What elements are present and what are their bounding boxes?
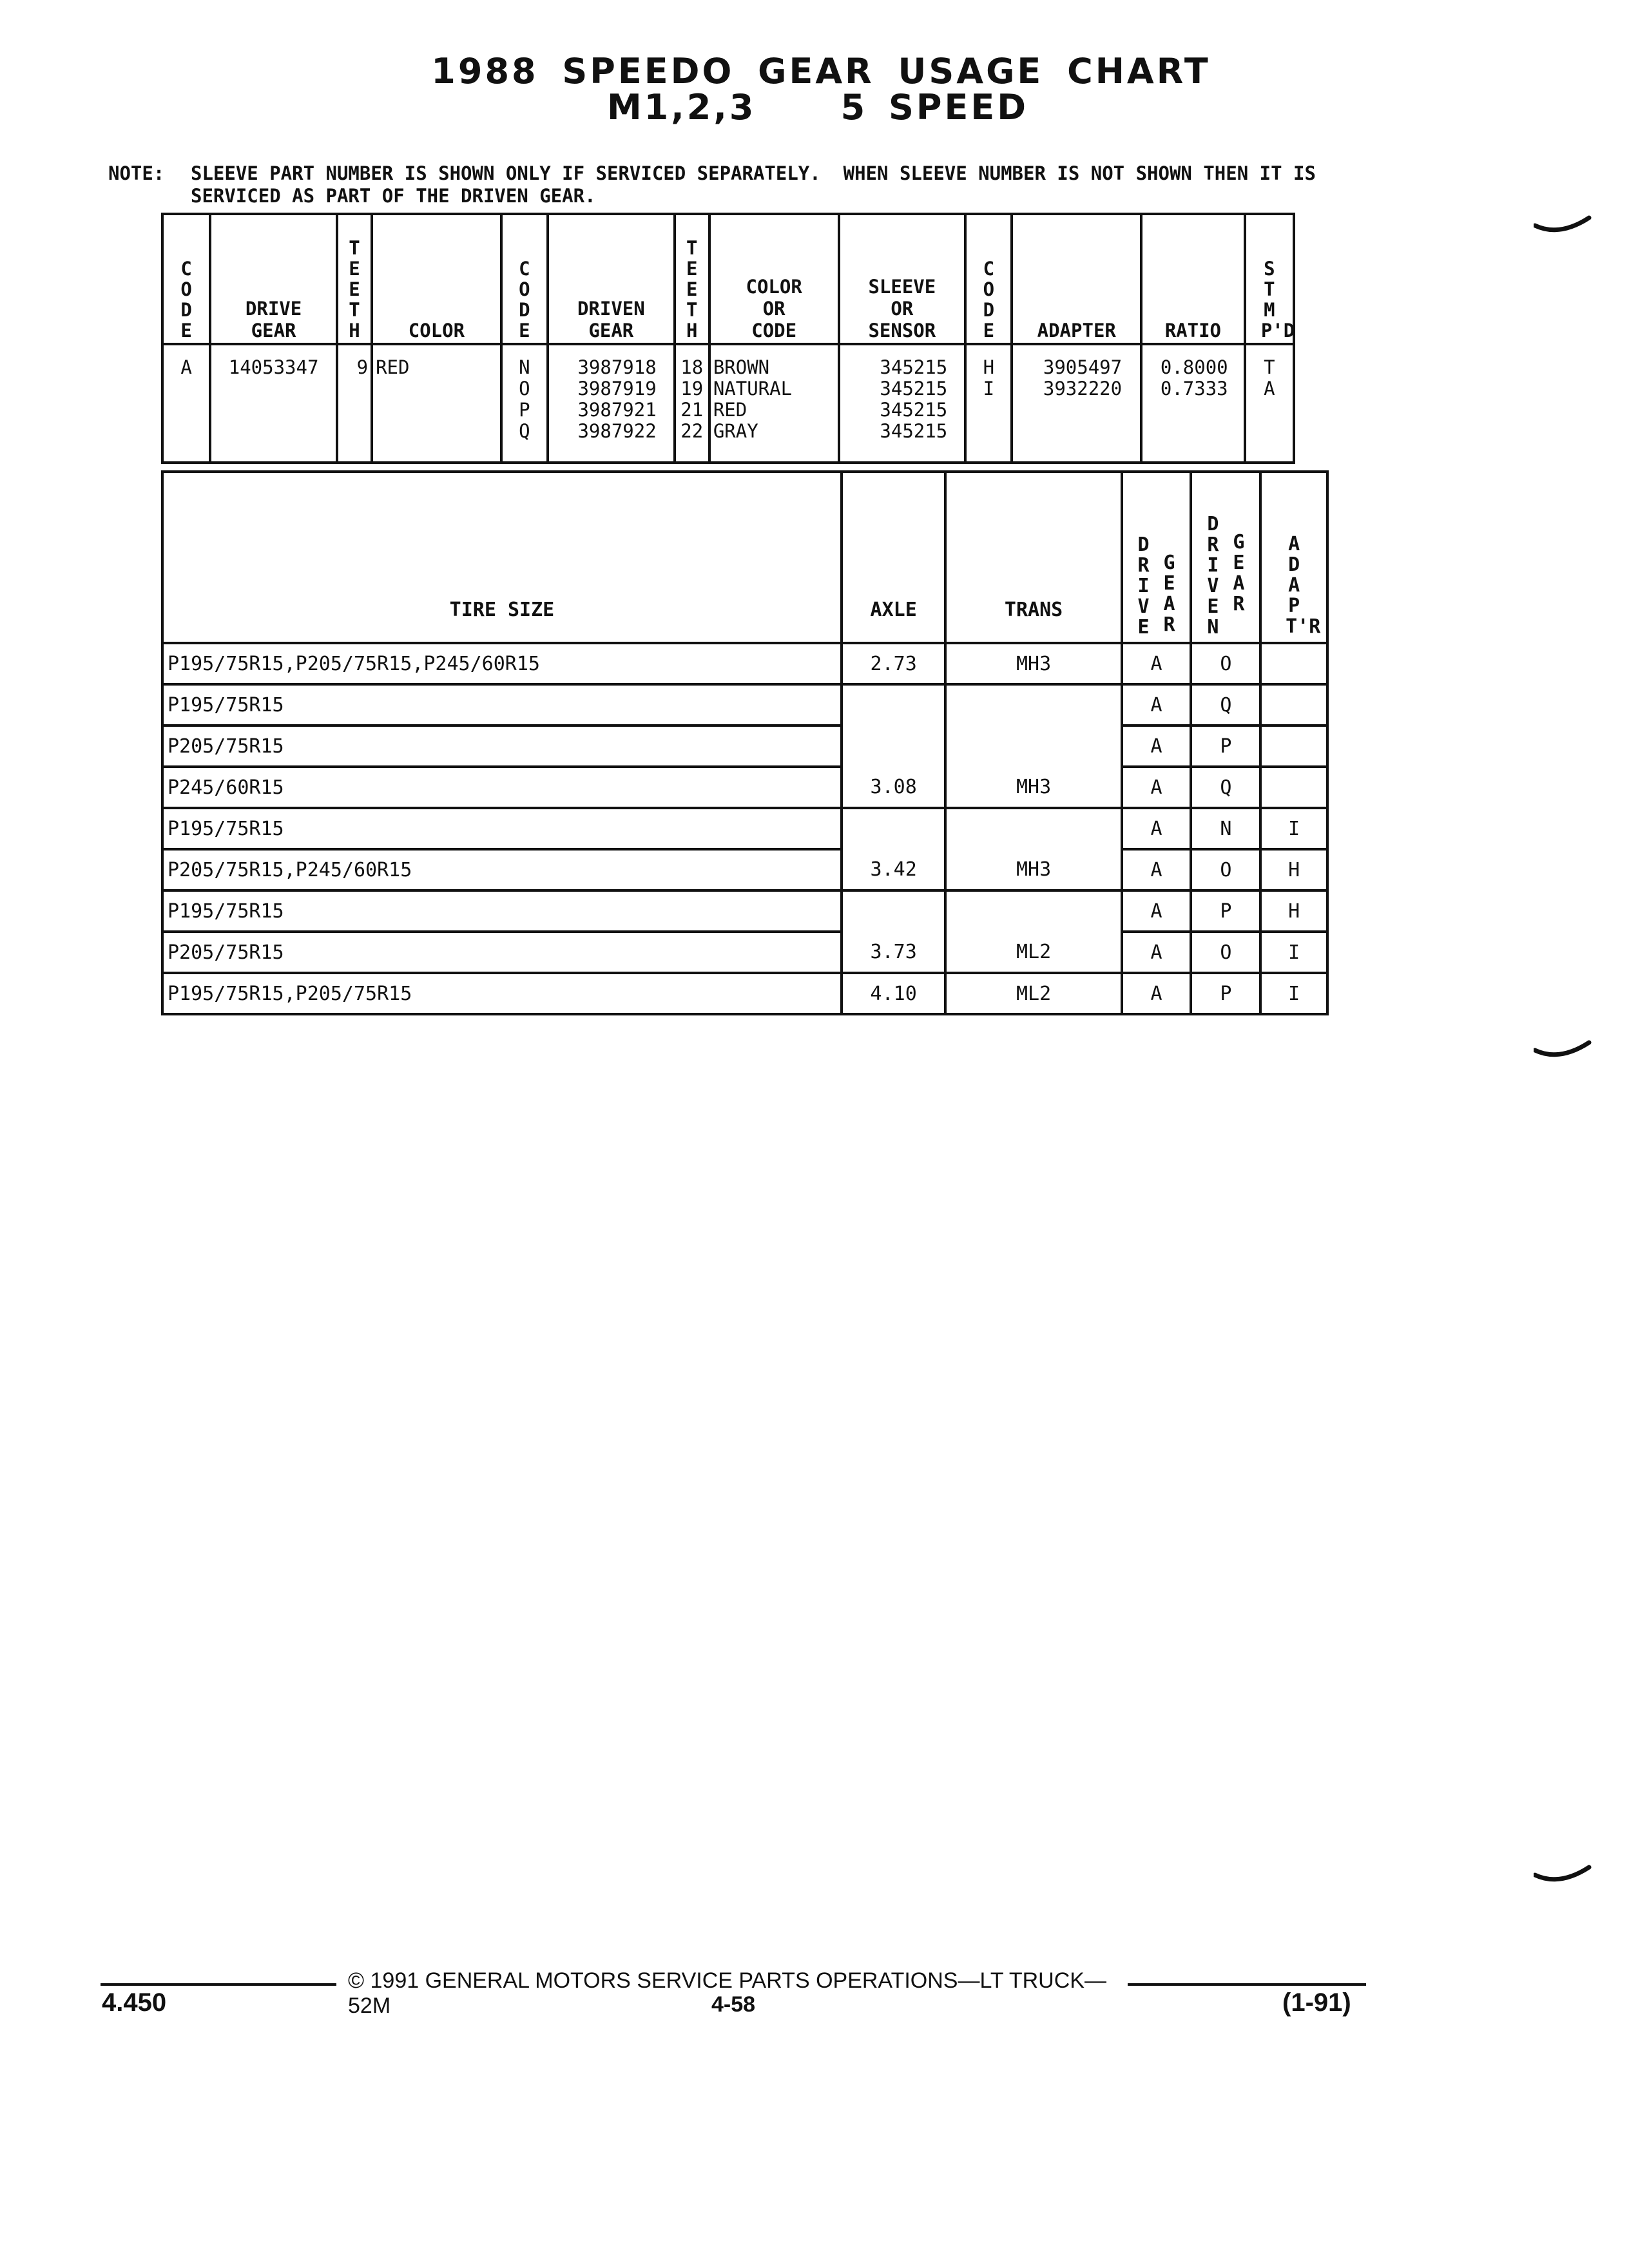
cell-drive: A xyxy=(1122,643,1191,684)
footer-page-number: 4-58 xyxy=(711,1992,756,2017)
cell-driven-teeth: 18 19 21 22 xyxy=(675,344,709,463)
cell-drive: A xyxy=(1122,890,1191,932)
gear-table-row xyxy=(162,344,1294,463)
footer-copyright: © 1991 GENERAL MOTORS SERVICE PARTS OPERATIONS—LT TRUCK—52M xyxy=(348,1968,1106,2018)
cell-adapter: I xyxy=(1260,973,1327,1014)
cell-tire: P195/75R15,P205/75R15,P245/60R15 xyxy=(162,643,842,684)
gear-table-header xyxy=(162,214,1294,344)
cell-adapter xyxy=(1260,726,1327,767)
cell-teeth: 9 xyxy=(337,344,372,463)
header-driven-gear: DRIVEN GEAR xyxy=(548,214,675,344)
cell-stmpd: T A xyxy=(1245,344,1294,463)
header-tire-size: TIRE SIZE xyxy=(162,472,842,643)
usage-row xyxy=(162,890,1327,932)
header-driven-gear: DRIVEN GEAR xyxy=(1191,472,1260,643)
footer-rule-left xyxy=(101,1983,336,1986)
cell-tire: P245/60R15 xyxy=(162,767,842,808)
page-title xyxy=(0,51,1629,128)
usage-row xyxy=(162,973,1327,1014)
cell-drive: A xyxy=(1122,932,1191,973)
cell-driven: O xyxy=(1191,849,1260,890)
cell-trans: ML2 xyxy=(945,932,1121,973)
cell-axle xyxy=(842,684,946,726)
cell-trans: MH3 xyxy=(945,643,1121,684)
usage-row xyxy=(162,849,1327,890)
header-adapter: ADAPT'R xyxy=(1260,472,1327,643)
cell-color: RED xyxy=(372,344,501,463)
header-trans: TRANS xyxy=(945,472,1121,643)
cell-driven: P xyxy=(1191,973,1260,1014)
cell-tire: P195/75R15 xyxy=(162,808,842,849)
cell-driven-gears: 3987918 3987919 3987921 3987922 xyxy=(548,344,675,463)
header-code-3: CODE xyxy=(965,214,1012,344)
cell-axle: 3.08 xyxy=(842,767,946,808)
cell-driven: N xyxy=(1191,808,1260,849)
cell-tire: P195/75R15,P205/75R15 xyxy=(162,973,842,1014)
cell-drive: A xyxy=(1122,767,1191,808)
cell-trans: MH3 xyxy=(945,849,1121,890)
footer-section-number: 4.450 xyxy=(102,1988,167,2017)
header-ratio: RATIO xyxy=(1141,214,1245,344)
usage-table xyxy=(161,470,1329,1015)
cell-adapter-codes: H I xyxy=(965,344,1012,463)
header-teeth-1: TEETH xyxy=(337,214,372,344)
note-label: NOTE: xyxy=(108,162,165,184)
cell-tire: P205/75R15 xyxy=(162,726,842,767)
header-color-or-code: COLOR OR CODE xyxy=(709,214,839,344)
cell-drive: A xyxy=(1122,973,1191,1014)
cell-driven: Q xyxy=(1191,684,1260,726)
cell-axle xyxy=(842,890,946,932)
cell-trans: MH3 xyxy=(945,767,1121,808)
cell-adapter xyxy=(1260,643,1327,684)
header-drive-gear: DRIVE GEAR xyxy=(1122,472,1191,643)
cell-axle: 3.73 xyxy=(842,932,946,973)
footer-date: (1-91) xyxy=(1282,1988,1351,2017)
note-text: SLEEVE PART NUMBER IS SHOWN ONLY IF SERVICED SEPARATELY. WHEN SLEEVE NUMBER IS NOT SHOWN THEN IT IS SERVICED AS PART OF THE DRIVEN GEAR. xyxy=(191,162,1316,207)
cell-driven-codes: N O P Q xyxy=(501,344,548,463)
chart-title: 1988 SPEEDO GEAR USAGE CHART xyxy=(431,51,1211,91)
cell-adapter: I xyxy=(1260,808,1327,849)
cell-adapters: 3905497 3932220 xyxy=(1012,344,1141,463)
cell-axle: 3.42 xyxy=(842,849,946,890)
cell-drive-gear: 14053347 xyxy=(210,344,337,463)
cell-trans xyxy=(945,684,1121,726)
gear-table xyxy=(161,213,1295,464)
binder-mark-icon xyxy=(1534,1856,1592,1894)
cell-tire: P205/75R15 xyxy=(162,932,842,973)
usage-row xyxy=(162,643,1327,684)
header-code-1: CODE xyxy=(162,214,210,344)
cell-adapter: H xyxy=(1260,890,1327,932)
header-axle: AXLE xyxy=(842,472,946,643)
usage-row xyxy=(162,684,1327,726)
header-adapter: ADAPTER xyxy=(1012,214,1141,344)
cell-driven: P xyxy=(1191,890,1260,932)
header-code-2: CODE xyxy=(501,214,548,344)
usage-table-header xyxy=(162,472,1327,643)
binder-mark-icon xyxy=(1534,206,1592,245)
binder-mark-icon xyxy=(1534,1031,1592,1070)
cell-driven: O xyxy=(1191,643,1260,684)
cell-axle: 2.73 xyxy=(842,643,946,684)
cell-trans xyxy=(945,726,1121,767)
usage-row xyxy=(162,767,1327,808)
cell-drive: A xyxy=(1122,684,1191,726)
cell-driven: P xyxy=(1191,726,1260,767)
cell-axle xyxy=(842,726,946,767)
cell-trans: ML2 xyxy=(945,973,1121,1014)
header-teeth-2: TEETH xyxy=(675,214,709,344)
cell-code: A xyxy=(162,344,210,463)
cell-tire: P205/75R15,P245/60R15 xyxy=(162,849,842,890)
chart-subtitle: M1,2,3 5 SPEED xyxy=(606,87,1029,128)
header-drive-gear: DRIVE GEAR xyxy=(210,214,337,344)
cell-driven: O xyxy=(1191,932,1260,973)
cell-tire: P195/75R15 xyxy=(162,684,842,726)
cell-driven-colors: BROWN NATURAL RED GRAY xyxy=(709,344,839,463)
cell-adapter xyxy=(1260,684,1327,726)
footer-rule-right xyxy=(1128,1983,1366,1986)
cell-adapter xyxy=(1260,767,1327,808)
cell-sleeves: 345215 345215 345215 345215 xyxy=(839,344,966,463)
header-color: COLOR xyxy=(372,214,501,344)
cell-trans xyxy=(945,808,1121,849)
cell-drive: A xyxy=(1122,808,1191,849)
cell-axle: 4.10 xyxy=(842,973,946,1014)
header-stmpd: STMP'D xyxy=(1245,214,1294,344)
usage-row xyxy=(162,932,1327,973)
cell-trans xyxy=(945,890,1121,932)
cell-driven: Q xyxy=(1191,767,1260,808)
usage-row xyxy=(162,808,1327,849)
cell-ratios: 0.8000 0.7333 xyxy=(1141,344,1245,463)
cell-adapter: I xyxy=(1260,932,1327,973)
usage-row xyxy=(162,726,1327,767)
cell-drive: A xyxy=(1122,849,1191,890)
cell-tire: P195/75R15 xyxy=(162,890,842,932)
cell-adapter: H xyxy=(1260,849,1327,890)
cell-axle xyxy=(842,808,946,849)
header-sleeve-or-sensor: SLEEVE OR SENSOR xyxy=(839,214,966,344)
cell-drive: A xyxy=(1122,726,1191,767)
